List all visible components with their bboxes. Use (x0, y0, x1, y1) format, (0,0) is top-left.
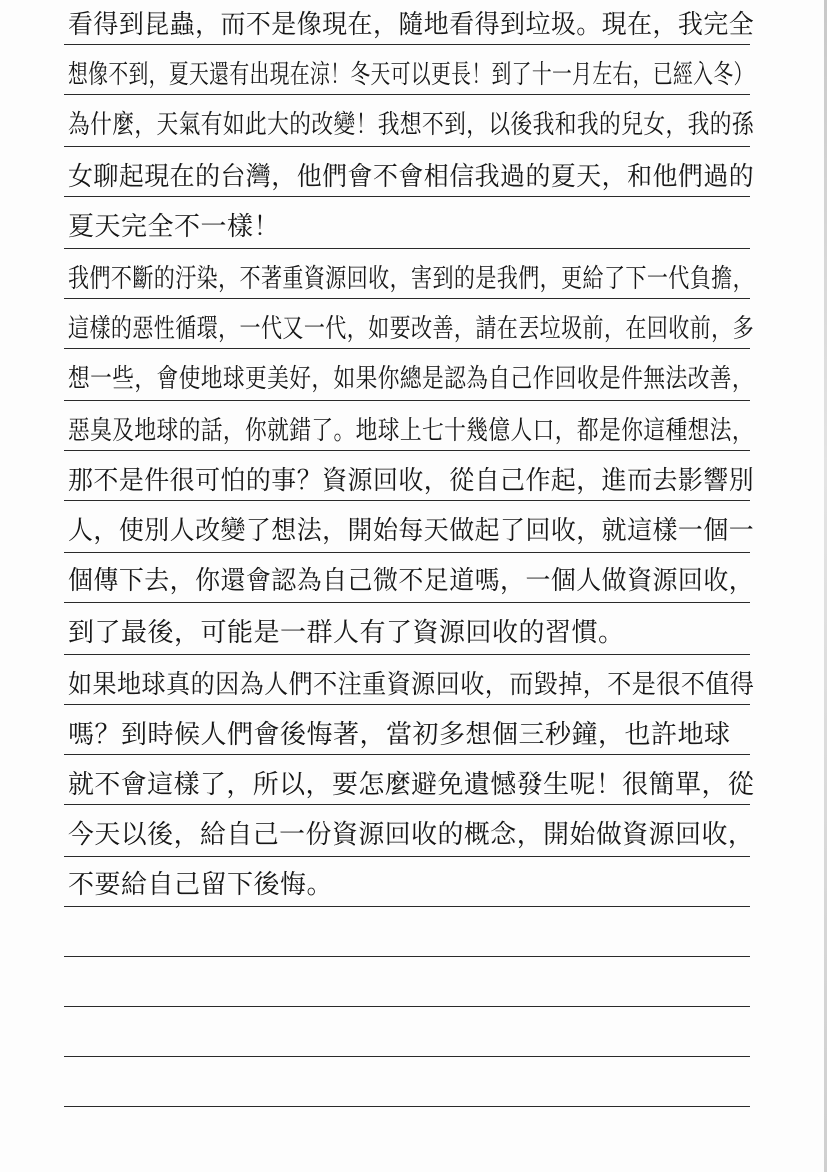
handwritten-line-13: 到了最後，可能是一群人有了資源回收的習慣。 (68, 618, 625, 648)
ruled-line (64, 146, 750, 147)
handwritten-line-17: 今天以後，給自己一份資源回收的概念，開始做資源回收， (68, 820, 755, 850)
ruled-line (64, 348, 750, 349)
ruled-line (64, 754, 750, 755)
handwritten-line-11: 人，使別人改變了想法，開始每天做起了回收，就這樣一個一 (68, 516, 755, 546)
handwritten-line-10: 那不是件很可怕的事？資源回收，從自己作起，進而去影響別 (68, 466, 755, 496)
handwritten-line-8: 想一些，會使地球更美好，如果你總是認為自己作回收是件無法改善， (68, 364, 754, 394)
ruled-line (64, 450, 750, 451)
handwritten-line-4: 女聊起現在的台灣，他們會不會相信我過的夏天，和他們過的 (68, 162, 755, 192)
ruled-line (64, 956, 750, 957)
ruled-line (64, 704, 750, 705)
ruled-line (64, 1056, 750, 1057)
handwritten-line-7: 這樣的惡性循環，一代又一代，如要改善，請在丟垃圾前，在回收前，多 (68, 314, 755, 344)
handwritten-line-18: 不要給自己留下後悔。 (68, 870, 334, 900)
ruled-line (64, 1106, 750, 1107)
ruled-line (64, 654, 750, 655)
ruled-line (64, 500, 750, 501)
ruled-line (64, 94, 750, 95)
handwritten-line-1: 看得到昆蟲，而不是像現在，隨地看得到垃圾。現在，我完全 (68, 10, 755, 40)
ruled-line (64, 906, 750, 907)
handwritten-line-2: 想像不到，夏天還有出現在涼！冬天可以更長！到了十一月左右，已經入冬） (68, 60, 754, 90)
ruled-line (64, 248, 750, 249)
handwritten-line-16: 就不會這樣了，所以，要怎麼避免遺憾發生呢！很簡單，從 (68, 770, 755, 800)
handwritten-line-14: 如果地球真的因為人們不注重資源回收，而毀掉，不是很不值得 (68, 670, 755, 700)
handwritten-line-15: 嗎？到時候人們會後悔著，當初多想個三秒鐘，也許地球 (68, 720, 731, 750)
handwritten-line-12: 個傳下去，你還會認為自己微不足道嗎，一個人做資源回收， (68, 566, 755, 596)
handwritten-line-5: 夏天完全不一樣！ (68, 212, 281, 242)
ruled-line (64, 196, 750, 197)
ruled-line (64, 856, 750, 857)
ruled-line (64, 602, 750, 603)
ruled-line (64, 1006, 750, 1007)
ruled-line (64, 44, 750, 45)
ruled-line (64, 400, 750, 401)
handwritten-line-9: 惡臭及地球的話，你就錯了。地球上七十幾億人口，都是你這種想法， (68, 416, 754, 446)
ruled-line (64, 804, 750, 805)
ruled-line (64, 298, 750, 299)
handwritten-line-3: 為什麼，天氣有如此大的改變！我想不到，以後我和我的兒女，我的孫 (68, 110, 754, 140)
handwritten-line-6: 我們不斷的汙染，不著重資源回收，害到的是我們，更給了下一代負擔， (68, 264, 755, 294)
ruled-line (64, 552, 750, 553)
